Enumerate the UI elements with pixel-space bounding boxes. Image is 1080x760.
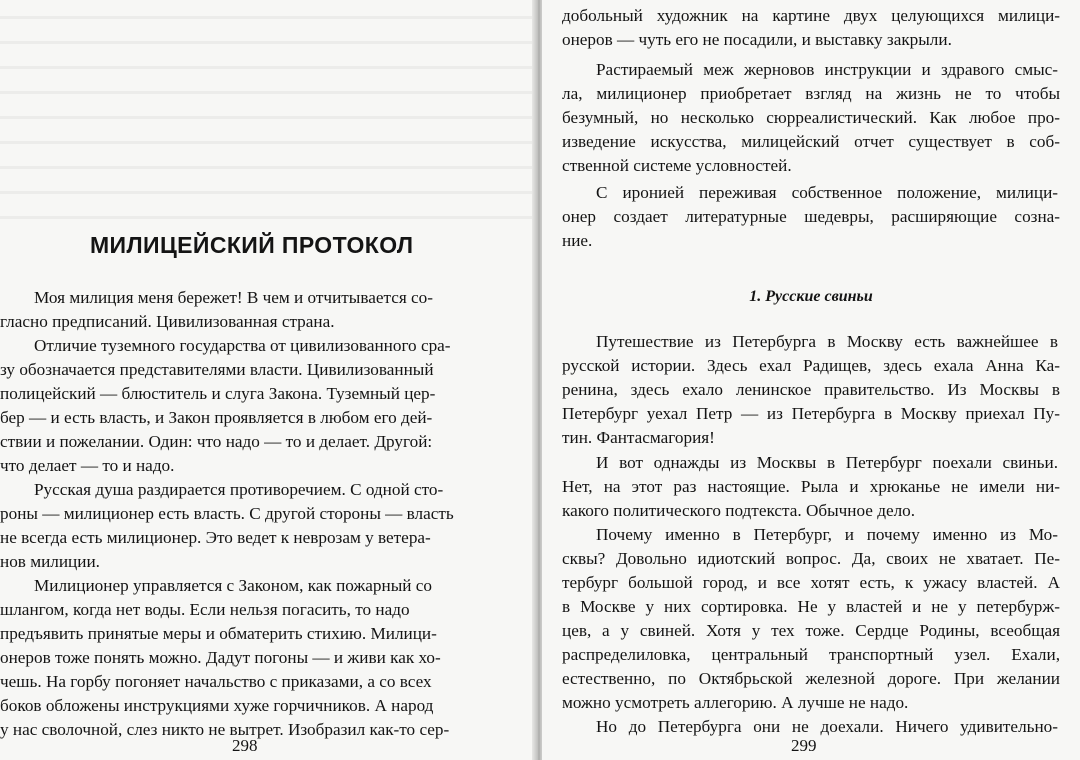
text-line: ственной системе условностей. xyxy=(562,156,792,175)
text-line: Моя милиция меня бережет! В чем и отчитывается со- xyxy=(34,288,433,307)
text-line: онеров — чуть его не посадили, и выставку закрыли. xyxy=(562,30,952,49)
text-line: какого политического подтекста. Обычное дело. xyxy=(562,501,916,520)
text-line: что делает — то и надо. xyxy=(0,456,175,475)
text-line: тербург большой город, и все хотят есть, к ужасу властей. А xyxy=(562,573,1060,592)
text-line: бер — и есть власть, и Закон проявляется в любом его дей- xyxy=(0,408,433,427)
text-line: русской истории. Здесь ехал Радищев, здесь ехала Анна Ка- xyxy=(562,356,1060,375)
text-line: ренина, здесь ехало ленинское правительство. Из Москвы в xyxy=(562,380,1060,399)
page-number: 299 xyxy=(791,736,817,755)
text-line: ла, милиционер приобретает взгляд на жизнь не то чтобы xyxy=(562,84,1060,103)
text-line: Отличие туземного государства от цивилизованного сра- xyxy=(34,336,451,355)
text-line: можно усмотреть аллегорию. А лучше не надо. xyxy=(562,693,909,712)
text-line: не всегда есть милиционер. Это ведет к неврозам у ветера- xyxy=(0,528,431,547)
text-line: зу обозначается представителями власти. Цивилизованный xyxy=(0,360,434,379)
text-line: Милиционер управляется с Законом, как пожарный со xyxy=(34,576,432,595)
text-line: в Москве у них сортировка. Не у властей и не у петербурж- xyxy=(562,597,1060,616)
text-line: естественно, по Октябрьской железной дороге. При желании xyxy=(562,669,1060,688)
text-line: тин. Фантасмагория! xyxy=(562,428,715,447)
text-line: цев, а у свиней. Хотя у тех тоже. Сердце Родины, всеобщая xyxy=(562,621,1060,640)
text-line: полицейский — блюститель и слуга Закона. Туземный цер- xyxy=(0,384,436,403)
text-line: ствии и пожелании. Один: что надо — то и делает. Другой: xyxy=(0,432,433,451)
text-line: предъявить принятые меры и обматерить стихию. Милици- xyxy=(0,624,437,643)
text-line: добольный художник на картине двух целующихся милици- xyxy=(562,6,1060,25)
right-page xyxy=(542,0,1080,760)
text-line: ние. xyxy=(562,231,593,250)
text-line: Путешествие из Петербурга в Москву есть важнейшее в xyxy=(596,332,1058,351)
text-line: изведение искусства, милицейский отчет существует в соб- xyxy=(562,132,1060,151)
text-line: С иронией переживая собственное положение, милици- xyxy=(596,183,1058,202)
text-line: Но до Петербурга они не доехали. Ничего удивительно- xyxy=(596,717,1058,736)
text-line: Русская душа раздирается противоречием. С одной сто- xyxy=(34,480,444,499)
text-line: распределиловка, центральный транспортный узел. Ехали, xyxy=(562,645,1060,664)
text-line: безумный, но несколько сюрреалистический. Как любое про- xyxy=(562,108,1060,127)
page-number: 298 xyxy=(232,736,258,755)
text-line: гласно предписаний. Цивилизованная страна. xyxy=(0,312,335,331)
text-line: Растираемый меж жерновов инструкции и здравого смыс- xyxy=(596,60,1058,79)
chapter-heading: МИЛИЦЕЙСКИЙ ПРОТОКОЛ xyxy=(90,232,414,258)
text-line: Почему именно в Петербург, и почему именно из Мо- xyxy=(596,525,1058,544)
text-line: чешь. На горбу погоняет начальство с приказами, а со всех xyxy=(0,672,432,691)
text-line: боков обложены инструкциями хуже горчичников. А народ xyxy=(0,696,434,715)
text-line: Нет, на этот раз настоящие. Рыла и хрюканье не имели ни- xyxy=(562,477,1060,496)
text-line: у нас сволочной, слез никто не вытрет. Изобразил как-то сер- xyxy=(0,720,450,739)
text-line: онер создает литературные шедевры, расширяющие созна- xyxy=(562,207,1060,226)
text-line: И вот однажды из Москвы в Петербург поехали свиньи. xyxy=(596,453,1058,472)
text-line: роны — милиционер есть власть. С другой стороны — власть xyxy=(0,504,454,523)
bleed-through-text xyxy=(0,0,536,220)
text-line: онеров тоже понять можно. Дадут погоны — и живи как хо- xyxy=(0,648,441,667)
text-line: нов милиции. xyxy=(0,552,100,571)
text-line: сквы? Довольно идиотский вопрос. Да, своих не хватает. Пе- xyxy=(562,549,1060,568)
text-line: Петербург уехал Петр — из Петербурга в Москву приехал Пу- xyxy=(562,404,1060,423)
section-heading: 1. Русские свиньи xyxy=(749,288,873,305)
text-line: шлангом, когда нет воды. Если нельзя погасить, то надо xyxy=(0,600,410,619)
left-page xyxy=(0,0,536,760)
